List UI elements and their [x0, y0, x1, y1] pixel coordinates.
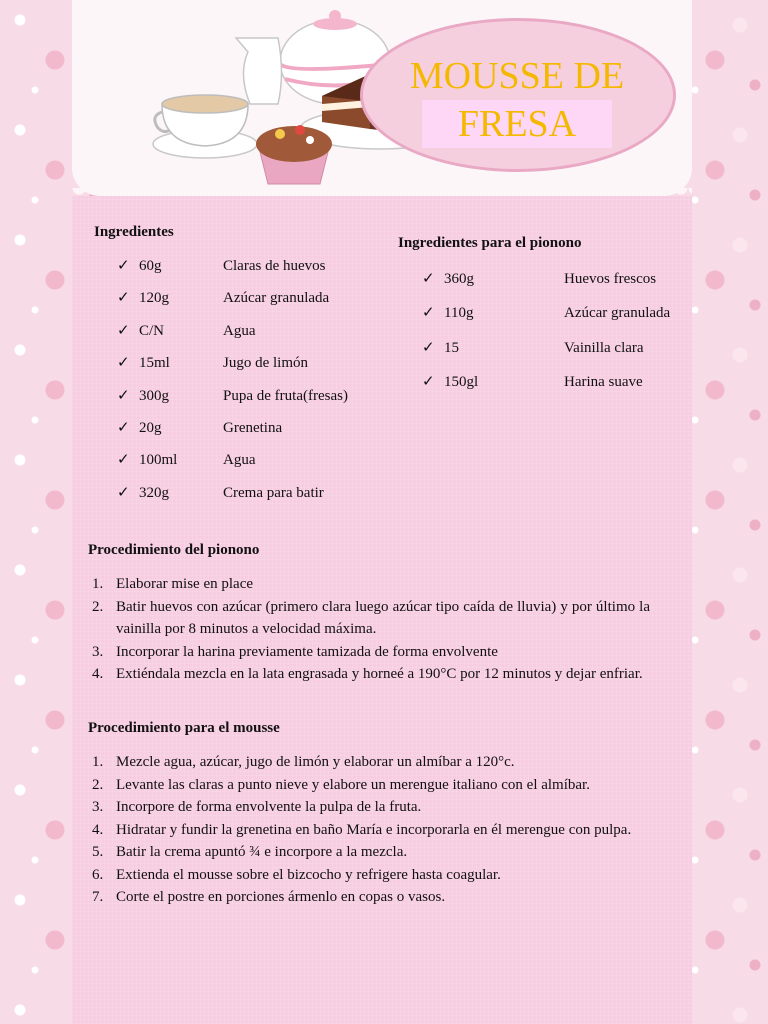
step-number: 6. [92, 866, 104, 883]
procedure-step [72, 596, 650, 641]
procedure-step [72, 641, 650, 664]
ingredients-list [117, 256, 417, 515]
procedure-step [72, 774, 650, 797]
ingredient-item [422, 303, 682, 323]
step-number: 5. [92, 844, 104, 860]
step-number: 2. [92, 776, 104, 793]
recipe-card [72, 196, 692, 1024]
ingredient-item [117, 386, 417, 406]
header-banner [72, 0, 692, 196]
step-text: Mezcle agua, azúcar, jugo de limón y elaborar un almíbar a 120°c. [116, 754, 515, 770]
step-number: 7. [92, 889, 104, 905]
procedure-step [72, 819, 650, 842]
ingredient-name: Agua [223, 452, 256, 469]
checkmark-icon: ✓ [117, 322, 130, 339]
procedure-step [72, 796, 650, 819]
ingredient-item [117, 288, 417, 308]
ingredient-quantity: 360g [444, 271, 474, 287]
procedure-step [72, 751, 650, 774]
ingredient-name: Huevos frescos [564, 271, 657, 287]
step-number: 3. [92, 799, 104, 815]
checkmark-icon: ✓ [117, 290, 130, 307]
ingredient-quantity: 120g [139, 290, 169, 307]
procedure-step [72, 573, 650, 596]
pionono-procedure-list [72, 573, 650, 686]
step-text: Batir la crema apuntó ¾ e incorpore a la mezcla. [116, 844, 408, 860]
step-number: 1. [92, 576, 104, 592]
step-text: Elaborar mise en place [116, 576, 254, 592]
ingredient-quantity: C/N [139, 322, 165, 339]
step-number: 4. [92, 821, 104, 838]
checkmark-icon: ✓ [117, 484, 130, 501]
ingredient-name: Grenetina [223, 419, 283, 436]
step-number: 1. [92, 754, 104, 770]
ingredient-quantity: 60g [139, 258, 162, 274]
checkmark-icon: ✓ [117, 419, 130, 436]
ingredients-heading: Ingredientes [94, 224, 174, 240]
procedure-step [72, 886, 650, 909]
step-text: Extiéndala mezcla en la lata engrasada y horneé a 190°C por 12 minutos y dejar enfriar. [116, 666, 643, 682]
step-text: Batir huevos con azúcar (primero clara luego azúcar tipo caída de lluvia) y por último la vainilla por 8 minutos a velocidad máxima. [116, 598, 650, 637]
ingredient-item [117, 450, 417, 470]
checkmark-icon: ✓ [117, 452, 130, 469]
checkmark-icon: ✓ [422, 305, 435, 322]
ingredient-name: Harina suave [564, 373, 643, 390]
checkmark-icon: ✓ [422, 339, 435, 356]
ingredient-name: Agua [223, 322, 256, 339]
step-number: 4. [92, 666, 104, 682]
step-text: Extienda el mousse sobre el bizcocho y refrigere hasta coagular. [116, 866, 501, 883]
ingredient-name: Pupa de fruta(fresas) [223, 387, 348, 404]
step-text: Corte el postre en porciones ármenlo en copas o vasos. [116, 889, 446, 905]
ingredient-quantity: 15 [444, 339, 459, 356]
ingredient-item [117, 321, 417, 341]
title-line-1: MOUSSE DE [409, 55, 625, 97]
step-number: 2. [92, 598, 104, 615]
pionono-ingredients-list [422, 269, 682, 406]
ingredient-name: Azúcar granulada [223, 290, 330, 307]
mousse-procedure-list [72, 751, 650, 909]
creamer-icon [236, 38, 282, 104]
cupcake-icon [256, 125, 332, 184]
checkmark-icon: ✓ [422, 373, 435, 390]
ingredient-quantity: 320g [139, 484, 169, 501]
page-title [392, 52, 642, 148]
procedure-step [72, 841, 650, 864]
ingredient-quantity: 150gl [444, 373, 479, 390]
ingredient-name: Claras de huevos [223, 258, 326, 274]
step-text: Incorpore de forma envolvente la pulpa de la fruta. [116, 799, 422, 815]
pionono-procedure-heading: Procedimiento del pionono [88, 542, 260, 558]
step-number: 3. [92, 643, 104, 660]
ingredient-quantity: 100ml [139, 452, 178, 469]
ingredient-name: Crema para batir [223, 484, 324, 501]
ingredient-item [422, 269, 682, 289]
step-text: Levante las claras a punto nieve y elabore un merengue italiano con el almíbar. [116, 776, 590, 793]
procedure-step [72, 663, 650, 686]
title-line-2: FRESA [422, 100, 612, 148]
ingredient-quantity: 20g [139, 419, 162, 436]
checkmark-icon: ✓ [117, 387, 130, 404]
checkmark-icon: ✓ [117, 258, 130, 274]
ingredient-quantity: 15ml [139, 355, 170, 372]
ingredient-name: Azúcar granulada [564, 305, 671, 322]
checkmark-icon: ✓ [422, 271, 435, 287]
ingredient-item [117, 256, 417, 276]
ingredient-item [422, 338, 682, 358]
step-text: Incorporar la harina previamente tamizada de forma envolvente [116, 643, 498, 660]
ingredient-item [117, 483, 417, 503]
ingredient-item [117, 418, 417, 438]
step-text: Hidratar y fundir la grenetina en baño María e incorporarla en él merengue con pulpa. [116, 821, 632, 838]
ingredient-quantity: 300g [139, 387, 169, 404]
procedure-step [72, 864, 650, 887]
ingredient-name: Jugo de limón [223, 355, 308, 372]
ingredient-name: Vainilla clara [564, 339, 644, 356]
mousse-procedure-heading: Procedimiento para el mousse [88, 720, 280, 736]
pionono-ingredients-heading: Ingredientes para el pionono [398, 235, 582, 251]
ingredient-item [117, 353, 417, 373]
ingredient-quantity: 110g [444, 305, 474, 322]
ingredient-item [422, 372, 682, 392]
checkmark-icon: ✓ [117, 355, 130, 372]
